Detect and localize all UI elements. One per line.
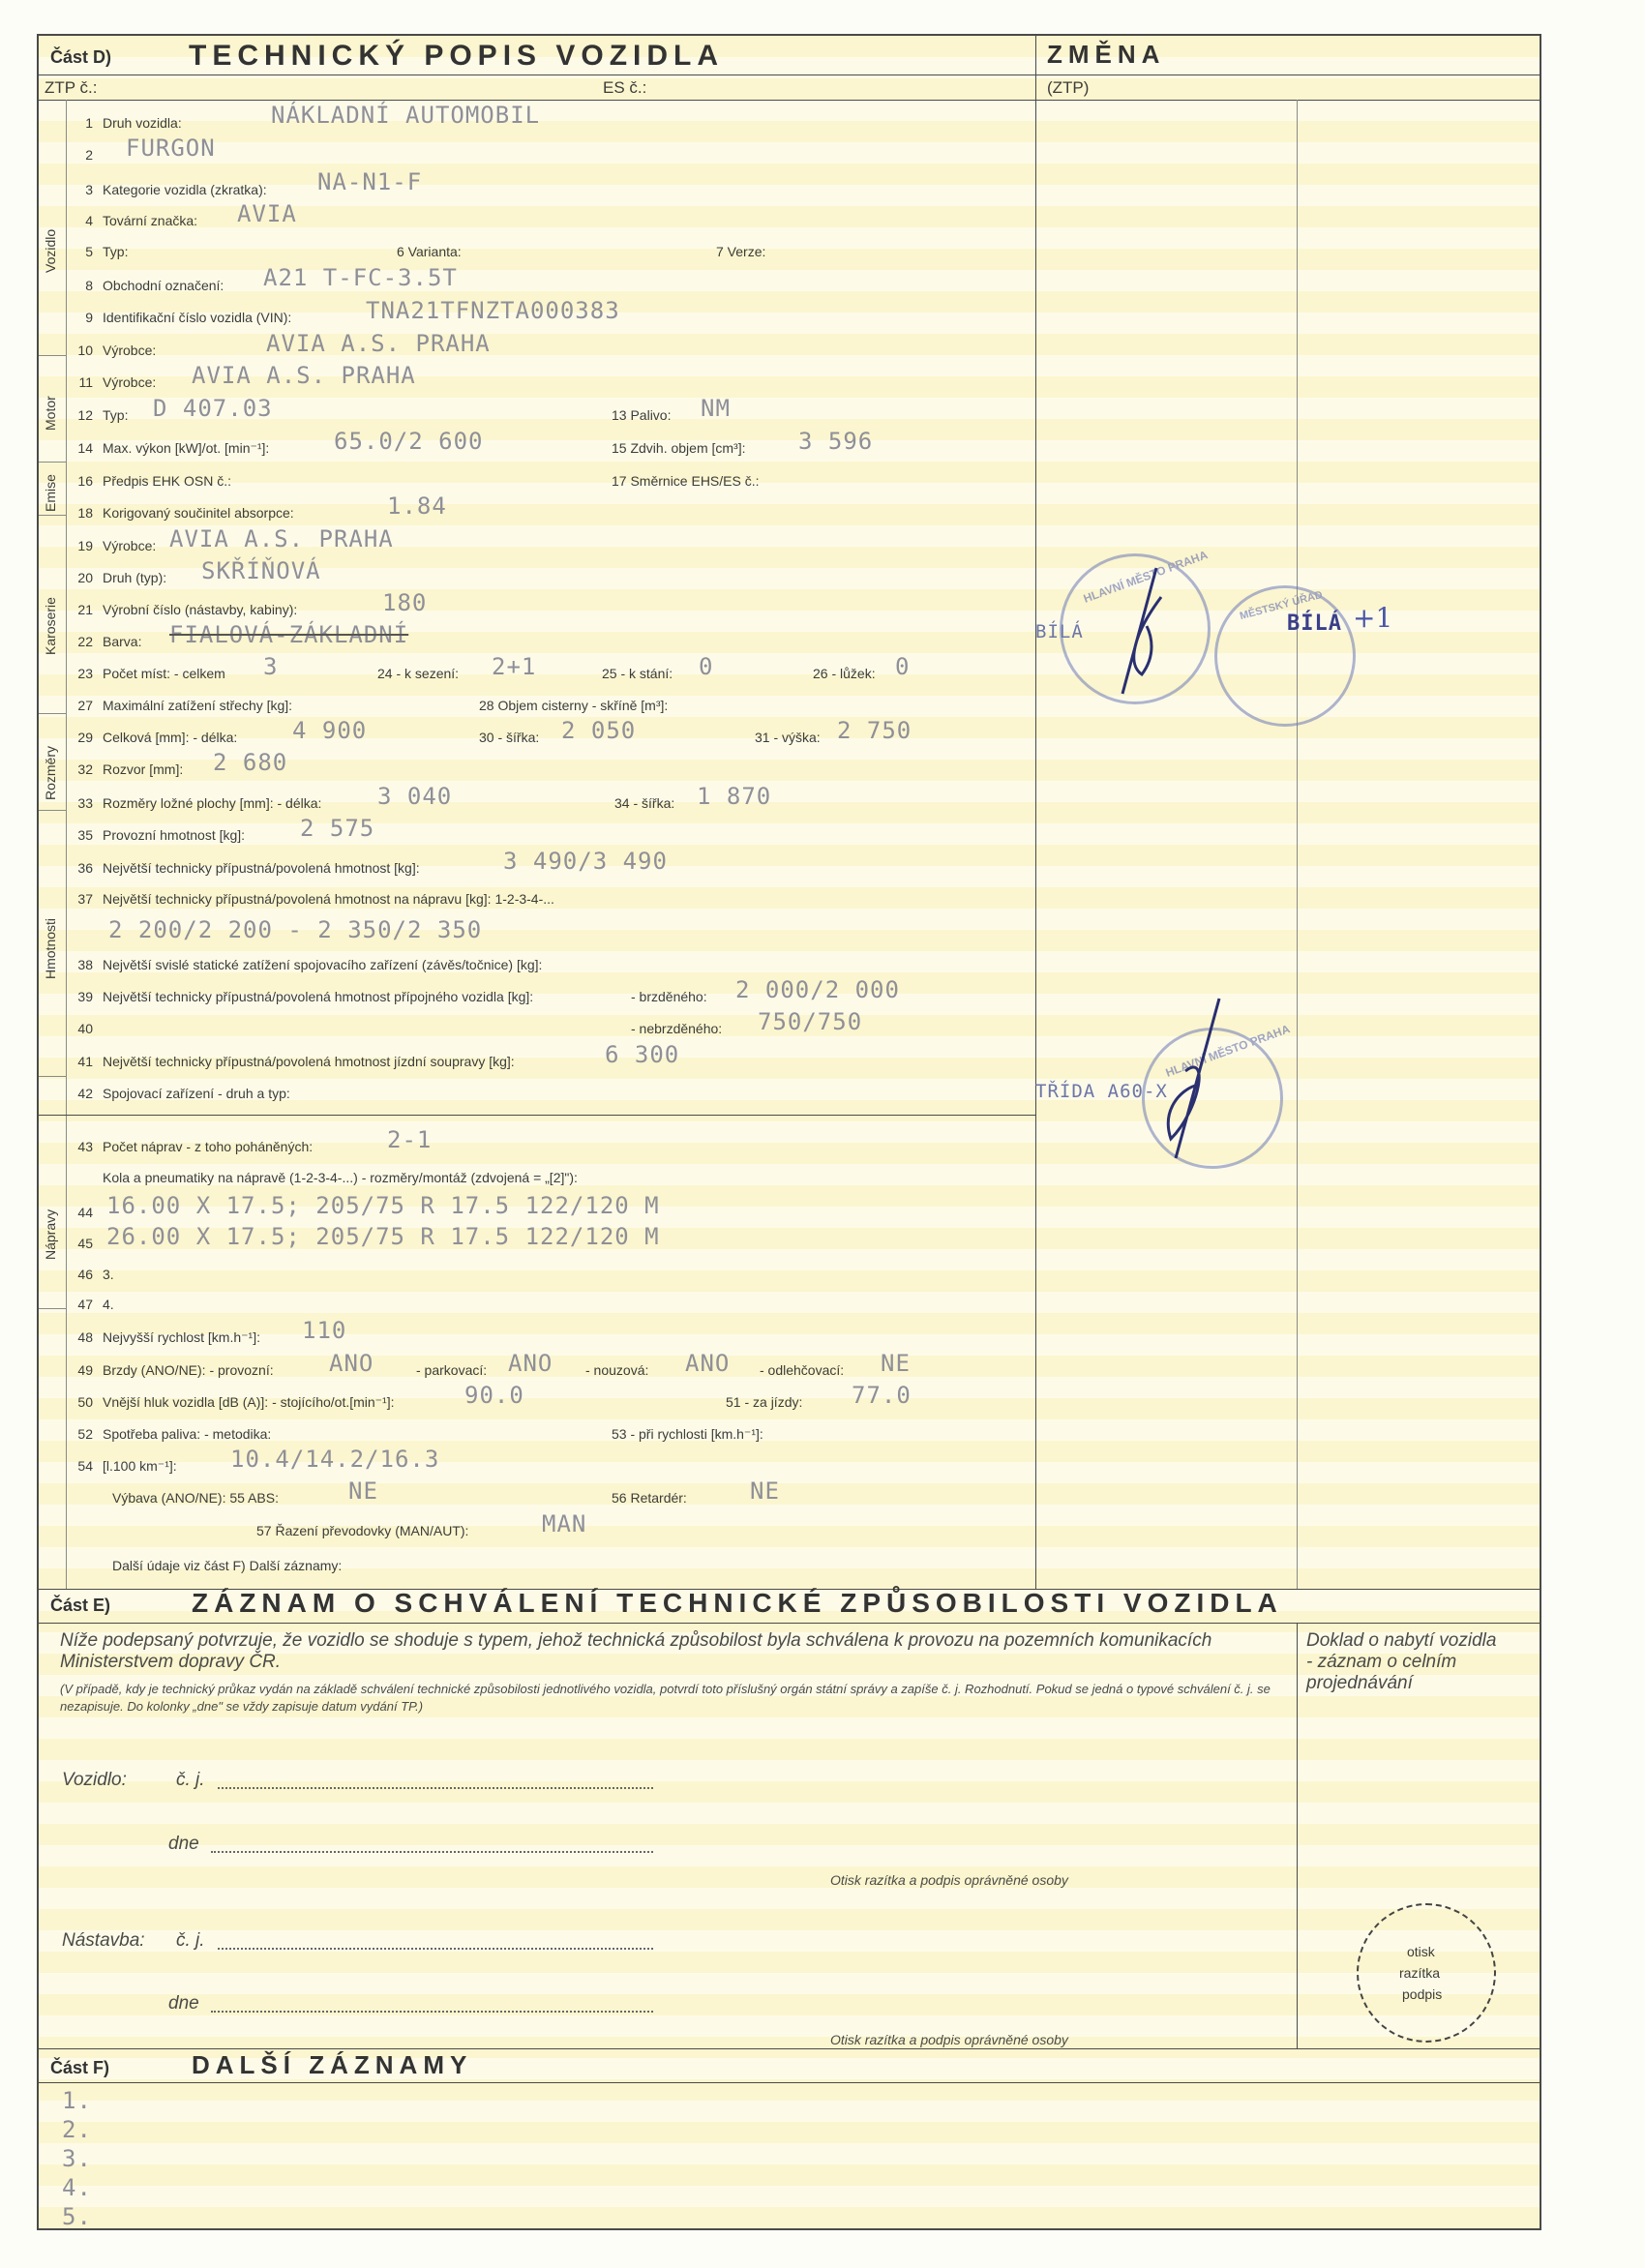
ztp-right-label: (ZTP) [1047, 78, 1090, 97]
row-38: 38 Největší svislé statické zatížení spojovacího zařízení (závěs/točnice) [kg]: [77, 957, 543, 972]
record-1: 1. [62, 2087, 92, 2114]
row-29: 29 Celková [mm]: - délka: [77, 730, 238, 745]
zmena-title: ZMĚNA [1047, 40, 1166, 69]
height-value: 2 750 [837, 717, 912, 744]
tires-axle-1-value: 16.00 X 17.5; 205/75 R 17.5 122/120 M [106, 1192, 660, 1219]
customs-record-label: Doklad o nabytí vozidla - záznam o celním projednávání [1306, 1630, 1497, 1693]
section-karoserie: Karoserie [43, 597, 58, 655]
cargo-length-value: 3 040 [377, 783, 453, 810]
part-d-label: Část D) [50, 47, 112, 67]
vin-value: TNA21TFNZTA000383 [366, 297, 620, 324]
vehicle-ref-field[interactable] [218, 1787, 653, 1789]
displacement-value: 3 596 [798, 428, 874, 455]
body-manufacturer-value: AVIA A.S. PRAHA [169, 525, 394, 552]
operating-weight-value: 2 575 [300, 815, 375, 842]
row-18: 18 Korigovaný součinitel absorpce: [77, 505, 294, 521]
row-45: 45 [77, 1236, 93, 1251]
abs-value: NE [348, 1477, 378, 1505]
retarder-brake-label: - odlehčovací: [760, 1362, 845, 1378]
divider [39, 2082, 1541, 2083]
row-35: 35 Provozní hmotnost [kg]: [77, 827, 246, 843]
serial-number-value: 180 [382, 589, 428, 616]
vehicle-kind-value: NÁKLADNÍ AUTOMOBIL [271, 102, 541, 129]
vehicle-body-value: FURGON [126, 134, 216, 162]
row-19: 19 Výrobce: [77, 538, 157, 553]
wheelbase-value: 2 680 [213, 749, 288, 776]
train-weight-value: 6 300 [605, 1041, 680, 1068]
vehicle-date-label: dne [168, 1834, 199, 1854]
stamp-placeholder-circle: otisk razítka podpis [1357, 1903, 1496, 2043]
ztp-label: ZTP č.: [45, 78, 98, 97]
axles-value: 2-1 [387, 1126, 433, 1153]
absorption-value: 1.84 [387, 492, 447, 520]
retarder-brake-value: NE [881, 1350, 911, 1377]
column-divider [1297, 1623, 1298, 2048]
row-2: 2 [85, 147, 93, 163]
section-divider [39, 713, 66, 714]
section-napravy: Nápravy [43, 1209, 58, 1260]
displacement-label: 15 Zdvih. objem [cm³]: [612, 440, 746, 456]
change-color-white-1: BÍLÁ [1035, 621, 1084, 642]
more-data-label: Další údaje viz část F) Další záznamy: [112, 1558, 343, 1573]
row-14: 14 Max. výkon [kW]/ot. [min⁻¹]: [77, 440, 270, 456]
superstructure-date-label: dne [168, 1993, 199, 2014]
noise-standing-value: 90.0 [464, 1382, 524, 1409]
page-title: TECHNICKÝ POPIS VOZIDLA [189, 40, 725, 72]
section-divider [39, 355, 66, 356]
row-50: 50 Vnější hluk vozidla [dB (A)]: - stojícího/ot.[min⁻¹]: [77, 1394, 395, 1410]
row-41: 41 Největší technicky přípustná/povolená hmotnost jízdní soupravy [kg]: [77, 1054, 515, 1069]
body-type-value: SKŘÍŇOVÁ [201, 557, 321, 584]
retarder-label: 56 Retardér: [612, 1490, 687, 1506]
service-brake-value: ANO [329, 1350, 374, 1377]
part-f-label: Část F) [50, 2058, 110, 2077]
vehicle-ref-label: č. j. [176, 1770, 205, 1790]
consumption-speed-label: 53 - při rychlosti [km.h⁻¹]: [612, 1426, 763, 1442]
row-40: 40 [77, 1021, 93, 1036]
section-divider [39, 810, 66, 811]
signature-1 [1103, 558, 1181, 703]
divider [39, 2048, 1541, 2049]
official-stamp-3: HLAVNÍ MĚSTO PRAHA [1142, 1028, 1283, 1169]
row-36: 36 Největší technicky přípustná/povolená hmotnost [kg]: [77, 860, 420, 876]
row-21: 21 Výrobní číslo (nástavby, kabiny): [77, 602, 298, 617]
parking-brake-label: - parkovací: [416, 1362, 488, 1378]
row-23: 23 Počet míst: - celkem [77, 666, 225, 681]
gearbox-label: 57 Řazení převodovky (MAN/AUT): [256, 1523, 469, 1538]
cargo-width-value: 1 870 [697, 783, 772, 810]
row-33: 33 Rozměry ložné plochy [mm]: - délka: [77, 795, 322, 811]
record-4: 4. [62, 2174, 92, 2201]
row-43: 43 Počet náprav - z toho poháněných: [77, 1139, 314, 1154]
row-52: 52 Spotřeba paliva: - metodika: [77, 1426, 272, 1442]
row-10: 10 Výrobce: [77, 343, 157, 358]
vehicle-date-field[interactable] [211, 1851, 653, 1853]
row-20: 20 Druh (typ): [77, 570, 167, 585]
row-5: 5 Typ: [85, 244, 129, 259]
seats-total-value: 3 [263, 653, 279, 680]
signature-2 [1142, 994, 1239, 1168]
consumption-value: 10.4/14.2/16.3 [230, 1446, 440, 1473]
fuel-value: NM [701, 395, 731, 422]
parking-brake-value: ANO [508, 1350, 553, 1377]
section-column-divider [66, 100, 67, 1589]
axles-divider [39, 1115, 1035, 1116]
row-54: 54 [l.100 km⁻¹]: [77, 1458, 177, 1474]
gearbox-value: MAN [542, 1510, 587, 1537]
emergency-brake-value: ANO [685, 1350, 731, 1377]
section-vozidlo: Vozidlo [43, 228, 58, 273]
part-f-title: DALŠÍ ZÁZNAMY [192, 2050, 473, 2079]
approval-note: (V případě, kdy je technický průkaz vydán na základě schválení technické způsobilosti jednotlivého vozidla, potvrdí toto příslušný orgán státní správy a zapíše č. j. Rozhodnutí. Pokud se jedná o typové schválení č. j. se nezapisuje. Do kolonky „dne" se vždy zapisuje datum vydání TP.) [60, 1682, 1271, 1714]
noise-driving-value: 77.0 [852, 1382, 912, 1409]
superstructure-label: Nástavba: [62, 1930, 145, 1951]
row-46: 46 3. [77, 1267, 114, 1282]
manufacturer-value: AVIA A.S. PRAHA [266, 330, 491, 357]
vehicle-label: Vozidlo: [62, 1770, 127, 1790]
height-label: 31 - výška: [755, 730, 821, 745]
row-12: 12 Typ: [77, 407, 129, 423]
seats-standing-value: 0 [699, 653, 714, 680]
engine-manufacturer-value: AVIA A.S. PRAHA [192, 362, 416, 389]
row-39: 39 Největší technicky přípustná/povolená hmotnost přípojného vozidla [kg]: [77, 989, 534, 1004]
row-44: 44 [77, 1205, 93, 1220]
row-49: 49 Brzdy (ANO/NE): - provozní: [77, 1362, 274, 1378]
cargo-width-label: 34 - šířka: [614, 795, 675, 811]
zmena-column-divider [1035, 36, 1036, 1589]
color-value-struck: FIALOVÁ-ZÁKLADNÍ [169, 621, 409, 648]
row-11: 11 Výrobce: [78, 374, 157, 390]
seats-standing-label: 25 - k stání: [602, 666, 673, 681]
seats-sitting-label: 24 - k sezení: [377, 666, 460, 681]
record-3: 3. [62, 2145, 92, 2172]
category-value: NA-N1-F [317, 168, 423, 195]
section-divider [39, 1308, 66, 1309]
width-label: 30 - šířka: [479, 730, 540, 745]
abs-label: Výbava (ANO/NE): 55 ABS: [112, 1490, 279, 1506]
row-8: 8 Obchodní označení: [85, 278, 224, 293]
divider [39, 100, 1541, 101]
es-label: ES č.: [603, 78, 647, 97]
handwritten-mark: +1 [1353, 602, 1393, 634]
row-27: 27 Maximální zatížení střechy [kg]: [77, 698, 293, 713]
directive-label: 17 Směrnice EHS/ES č.: [612, 473, 760, 489]
seats-sitting-value: 2+1 [492, 653, 537, 680]
max-weight-value: 3 490/3 490 [503, 848, 668, 875]
beds-label: 26 - lůžek: [813, 666, 876, 681]
row-4: 4 Tovární značka: [85, 213, 198, 228]
stamp-signature-caption-1: Otisk razítka a podpis oprávněné osoby [830, 1872, 1068, 1888]
section-emise: Emise [43, 474, 58, 512]
braked-label: - brzděného: [631, 989, 707, 1004]
technical-description-form [37, 34, 1541, 2230]
section-hmotnosti: Hmotnosti [43, 917, 58, 979]
section-rozmery: Rozměry [43, 745, 58, 800]
row-47: 47 4. [77, 1297, 114, 1312]
superstructure-ref-label: č. j. [176, 1930, 205, 1951]
row-37: 37 Největší technicky přípustná/povolená hmotnost na nápravu [kg]: 1-2-3-4-... [77, 891, 554, 907]
retarder-value: NE [750, 1477, 780, 1505]
superstructure-ref-field[interactable] [218, 1948, 653, 1950]
version-label: 7 Verze: [716, 244, 766, 259]
beds-value: 0 [895, 653, 911, 680]
section-motor: Motor [43, 396, 58, 431]
record-2: 2. [62, 2116, 92, 2143]
tires-axle-2-value: 26.00 X 17.5; 205/75 R 17.5 122/120 M [106, 1223, 660, 1250]
row-42: 42 Spojovací zařízení - druh a typ: [77, 1086, 290, 1101]
row-1: 1 Druh vozidla: [85, 115, 182, 131]
braked-trailer-value: 2 000/2 000 [735, 976, 900, 1003]
variant-label: 6 Varianta: [397, 244, 462, 259]
stamp-signature-caption-2: Otisk razítka a podpis oprávněné osoby [830, 2032, 1068, 2047]
change-class-value: TŘÍDA A60-X [1035, 1081, 1168, 1102]
section-divider [39, 462, 66, 463]
superstructure-date-field[interactable] [211, 2011, 653, 2013]
max-power-value: 65.0/2 600 [334, 428, 484, 455]
row-16: 16 Předpis EHK OSN č.: [77, 473, 232, 489]
unbraked-trailer-value: 750/750 [758, 1008, 863, 1035]
row-9: 9 Identifikační číslo vozidla (VIN): [85, 310, 292, 325]
trade-name-value: A21 T-FC-3.5T [263, 264, 458, 291]
unbraked-label: - nebrzděného: [631, 1021, 723, 1036]
part-e-label: Část E) [50, 1596, 111, 1615]
row-32: 32 Rozvor [mm]: [77, 761, 184, 777]
divider [39, 1623, 1541, 1624]
length-value: 4 900 [292, 717, 368, 744]
tank-volume-label: 28 Objem cisterny - skříně [m³]: [479, 698, 669, 713]
fuel-label: 13 Palivo: [612, 407, 672, 423]
section-divider [39, 515, 66, 516]
width-value: 2 050 [561, 717, 637, 744]
change-color-white-2: BÍLÁ [1287, 612, 1342, 636]
max-speed-value: 110 [302, 1317, 347, 1344]
column-divider [1297, 100, 1298, 1589]
part-e-title: ZÁZNAM O SCHVÁLENÍ TECHNICKÉ ZPŮSOBILOSTI VOZIDLA [192, 1588, 1283, 1618]
noise-driving-label: 51 - za jízdy: [726, 1394, 803, 1410]
tires-label: Kola a pneumatiky na nápravě (1-2-3-4-...) - rozměry/montáž (zdvojená = „[2]"): [103, 1170, 578, 1185]
emergency-brake-label: - nouzová: [585, 1362, 649, 1378]
official-stamp-1: HLAVNÍ MĚSTO PRAHA [1060, 553, 1211, 704]
brand-value: AVIA [237, 200, 297, 227]
approval-text: Níže podepsaný potvrzuje, že vozidlo se shoduje s typem, jehož technická způsobilost byla schválena k provozu na pozemních komunikacích Ministerstvem dopravy ČR. [60, 1630, 1212, 1672]
record-5: 5. [62, 2203, 92, 2230]
row-3: 3 Kategorie vozidla (zkratka): [85, 182, 267, 197]
engine-type-value: D 407.03 [153, 395, 273, 422]
row-22: 22 Barva: [77, 634, 142, 649]
axle-weight-value: 2 200/2 200 - 2 350/2 350 [108, 916, 483, 943]
official-stamp-2: MĚSTSKÝ ÚŘAD [1214, 585, 1356, 727]
row-48: 48 Nejvyšší rychlost [km.h⁻¹]: [77, 1329, 260, 1345]
section-divider [39, 1076, 66, 1077]
